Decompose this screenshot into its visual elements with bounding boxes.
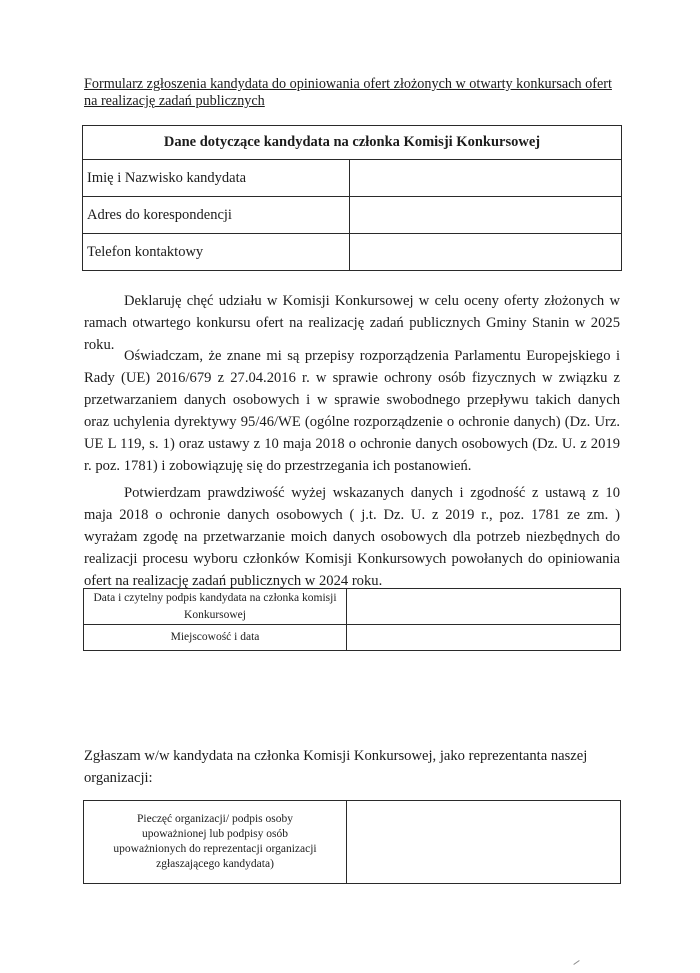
table-row bbox=[84, 625, 621, 651]
phone-field[interactable] bbox=[350, 234, 622, 271]
consent-paragraph: Potwierdzam prawdziwość wyżej wskazanych danych i zgodność z ustawą z 10 maja 2018 o ochronie danych osobowych ( j.t. Dz. U. z 2019 r., poz. 1781 ze zm. ) wyrażam zgodę na przetwarzanie moich danych osobowych dla potrzeb niezbędnych do realizacji procesu wyboru członków Komisji Konkursowych powołanych do opiniowania ofert na realizację zadań publicznych w 2024 roku. bbox=[84, 485, 620, 589]
organization-stamp-table bbox=[83, 800, 621, 884]
declaration-paragraph: Deklaruję chęć udziału w Komisji Konkursowej w celu oceny oferty złożonych w ramach otwartego konkursu ofert na realizację zadań publicznych Gminy Stanin w 2025 roku. bbox=[84, 293, 620, 353]
phone-label: Telefon kontaktowy bbox=[83, 234, 350, 271]
organization-stamp-text: Pieczęć organizacji/ podpis osoby upoważnionej lub podpisy osób upoważnionych do reprezentacji organizacji zgłaszającego kandydata) bbox=[113, 813, 317, 870]
address-label: Adres do korespondencji bbox=[83, 197, 350, 234]
nomination-text: Zgłaszam w/w kandydata na członka Komisji Konkursowej, jako reprezentanta naszej organizacji: bbox=[84, 748, 588, 786]
table-row bbox=[84, 801, 621, 884]
candidate-data-table bbox=[82, 125, 622, 271]
place-date-field[interactable] bbox=[347, 625, 621, 651]
organization-stamp-field[interactable] bbox=[347, 801, 621, 884]
candidate-name-label: Imię i Nazwisko kandydata bbox=[83, 160, 350, 197]
signature-table bbox=[83, 588, 621, 651]
signature-field[interactable] bbox=[347, 589, 621, 625]
candidate-table-header: Dane dotyczące kandydata na członka Komisji Konkursowej bbox=[83, 126, 622, 160]
candidate-name-field[interactable] bbox=[350, 160, 622, 197]
table-row bbox=[83, 197, 622, 234]
table-row bbox=[83, 160, 622, 197]
gdpr-statement-paragraph: Oświadczam, że znane mi są przepisy rozporządzenia Parlamentu Europejskiego i Rady (UE) 2016/679 z 27.04.2016 r. w sprawie ochrony osób fizycznych w związku z przetwarzaniem danych osobowych i w sprawie swobodnego przepływu takich danych oraz uchylenia dyrektywy 95/46/WE (ogólne rozporządzenie o ochronie danych) (Dz. Urz. UE L 119, s. 1) oraz ustawy z 10 maja 2018 o ochronie danych osobowych (Dz. U. z 2019 r. poz. 1781) i zobowiązuję się do przestrzegania ich postanowień. bbox=[84, 348, 620, 474]
organization-stamp-label bbox=[84, 801, 347, 884]
scan-mark bbox=[573, 960, 579, 965]
address-field[interactable] bbox=[350, 197, 622, 234]
signature-label: Data i czytelny podpis kandydata na członka komisji Konkursowej bbox=[84, 589, 347, 625]
table-row bbox=[84, 589, 621, 625]
table-row bbox=[83, 234, 622, 271]
form-title: Formularz zgłoszenia kandydata do opiniowania ofert złożonych w otwarty konkursach ofert na realizację zadań publicznych bbox=[84, 76, 612, 109]
place-date-label: Miejscowość i data bbox=[84, 625, 347, 651]
